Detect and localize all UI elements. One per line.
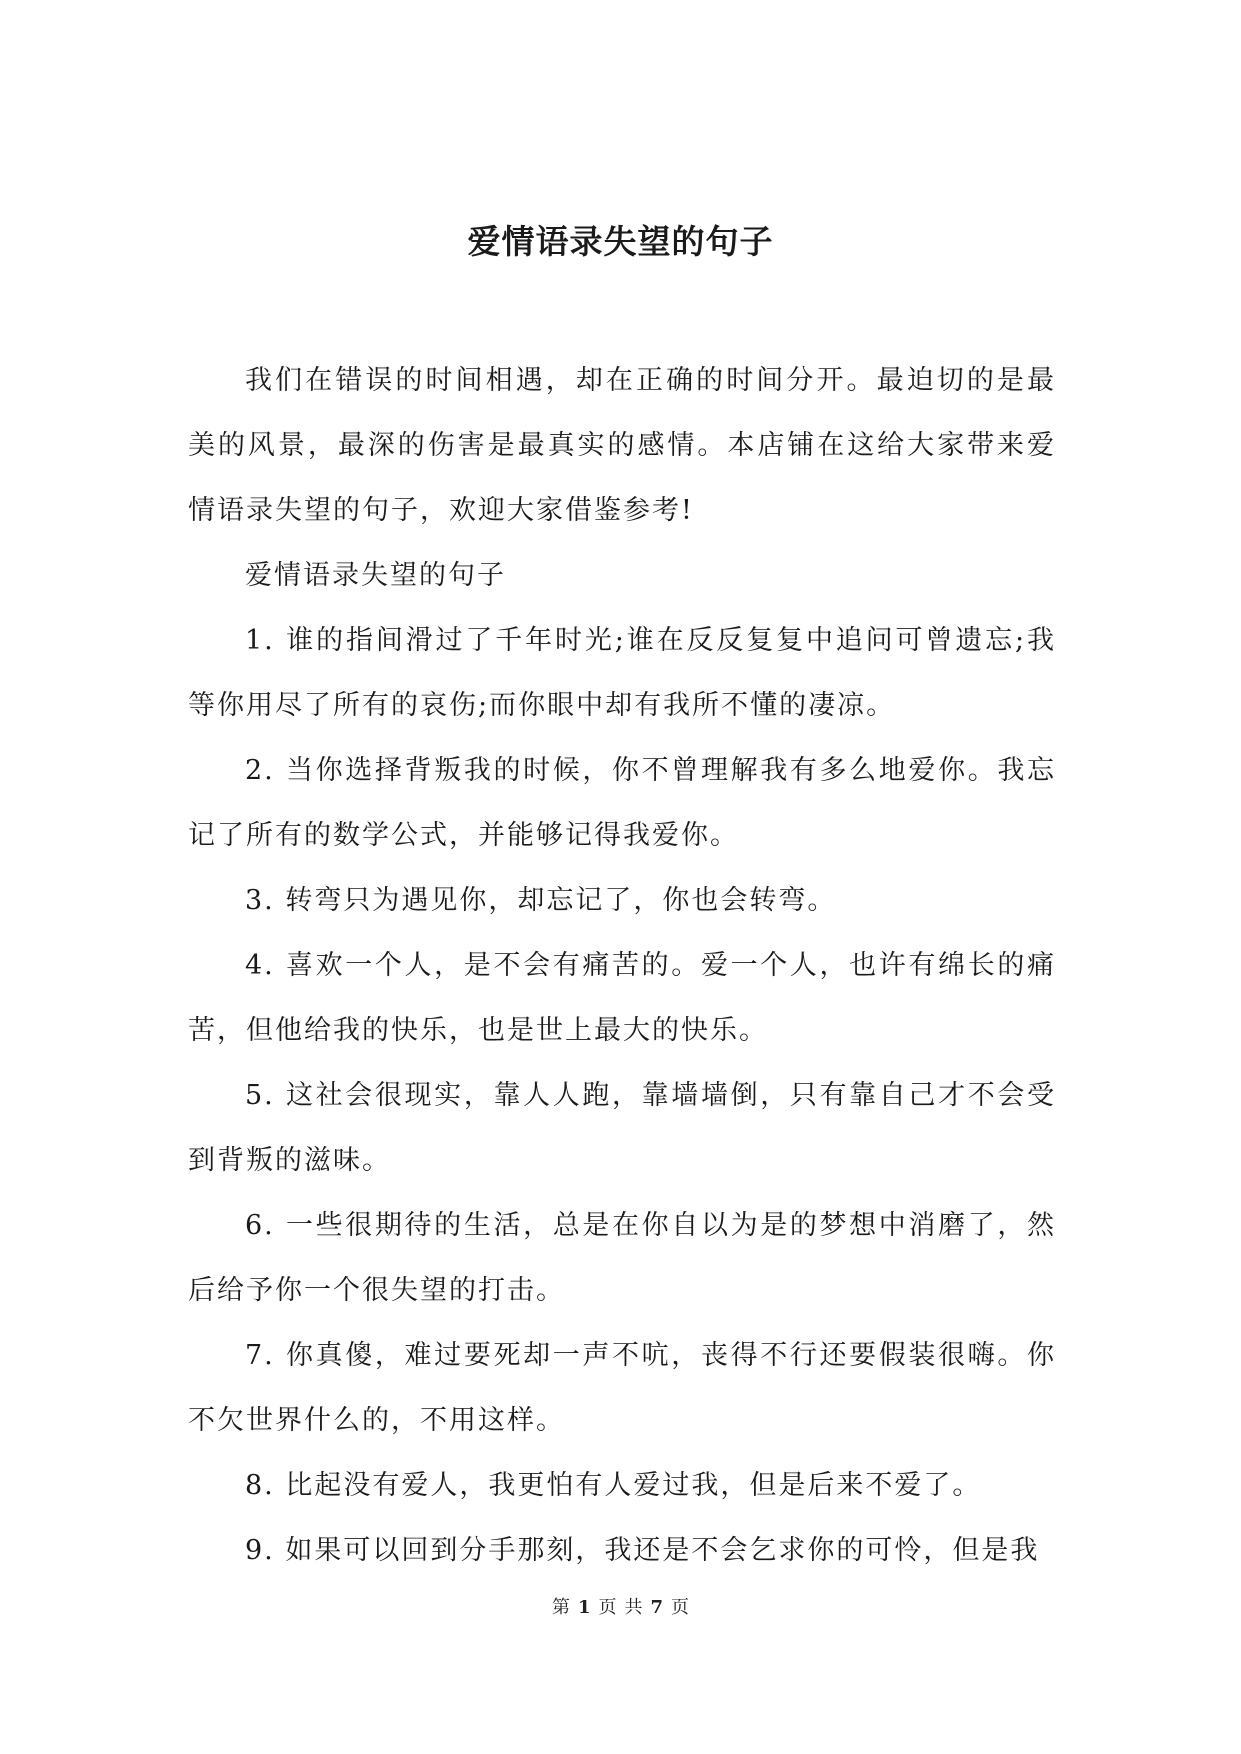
paragraph-item-3: 3. 转弯只为遇见你，却忘记了，你也会转弯。: [245, 885, 837, 916]
footer-suffix: 页: [671, 1597, 690, 1618]
document-title: 爱情语录失望的句子: [467, 222, 774, 261]
paragraph-intro: 我们在错误的时间相遇，却在正确的时间分开。最迫切的是最美的风景，最深的伤害是最真实的感情。本店铺在这给大家带来爱情语录失望的句子，欢迎大家借鉴参考!: [188, 365, 1056, 526]
paragraph-item-6: 6. 一些很期待的生活，总是在你自以为是的梦想中消磨了，然后给予你一个很失望的打击。: [188, 1210, 1056, 1306]
document-body: [188, 348, 1056, 1583]
paragraph-item-5: 5. 这社会很现实，靠人人跑，靠墙墙倒，只有靠自己才不会受到背叛的滋味。: [188, 1080, 1056, 1176]
paragraph-item-8: 8. 比起没有爱人，我更怕有人爱过我，但是后来不爱了。: [245, 1470, 982, 1501]
paragraph-item-4: 4. 喜欢一个人，是不会有痛苦的。爱一个人，也许有绵长的痛苦，但他给我的快乐，也是世上最大的快乐。: [188, 950, 1056, 1046]
paragraph-item-7: 7. 你真傻，难过要死却一声不吭，丧得不行还要假装很嗨。你不欠世界什么的，不用这样。: [188, 1340, 1056, 1436]
footer-total-prefix: 共: [624, 1597, 643, 1618]
paragraph-item-9: 9. 如果可以回到分手那刻，我还是不会乞求你的可怜，但是我: [245, 1535, 1040, 1566]
footer-prefix: 第: [551, 1597, 570, 1618]
page-footer: [0, 1596, 1241, 1620]
footer-page-word: 页: [598, 1597, 617, 1618]
paragraph-item-1: 1. 谁的指间滑过了千年时光;谁在反反复复中追问可曾遗忘;我等你用尽了所有的哀伤;而你眼中却有我所不懂的凄凉。: [188, 625, 1056, 721]
paragraph-subtitle: 爱情语录失望的句子: [245, 560, 506, 591]
footer-current-page: 1: [577, 1597, 591, 1618]
footer-total-pages: 7: [650, 1597, 664, 1618]
paragraph-item-2: 2. 当你选择背叛我的时候，你不曾理解我有多么地爱你。我忘记了所有的数学公式，并能够记得我爱你。: [188, 755, 1056, 851]
